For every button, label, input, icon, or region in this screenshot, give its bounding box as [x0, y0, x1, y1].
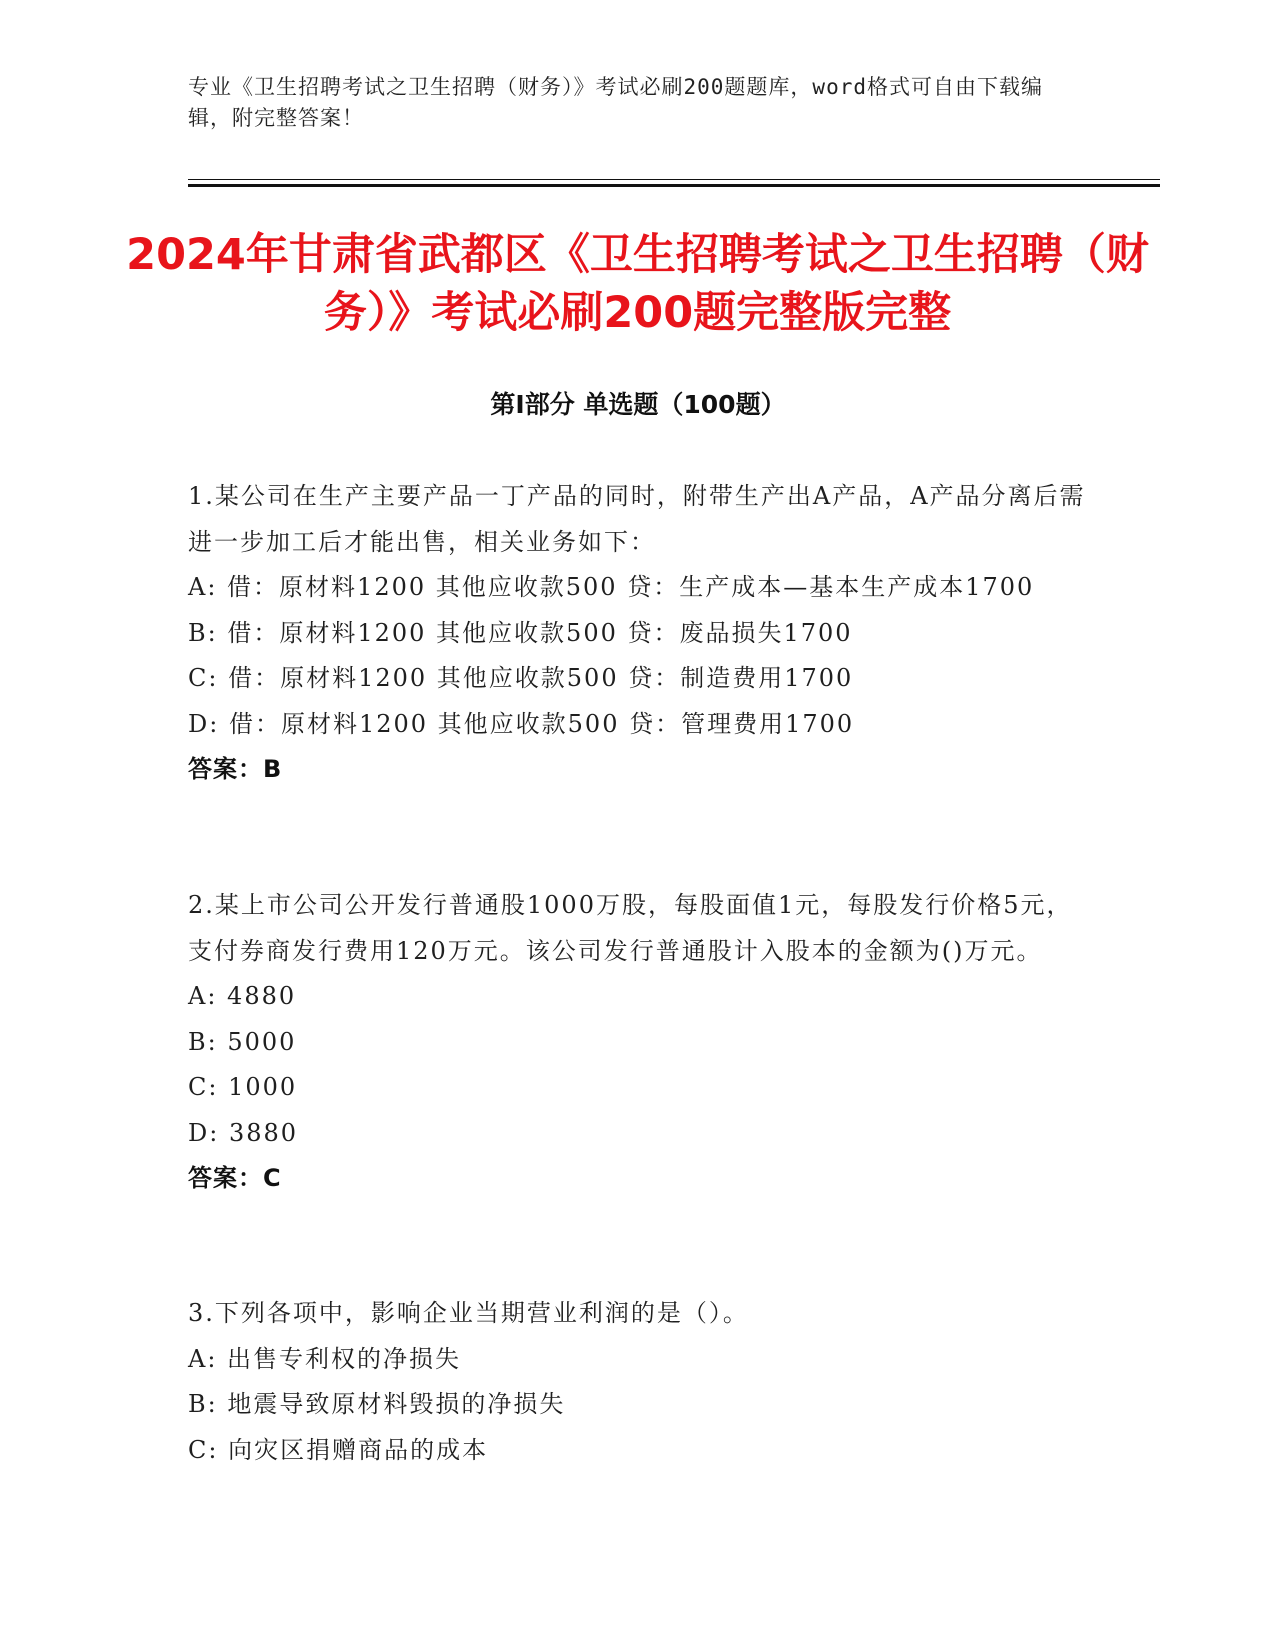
- section-heading: 第Ⅰ部分 单选题（100题）: [490, 390, 786, 419]
- intro-text: 专业《卫生招聘考试之卫生招聘（财务）》考试必刷200题题库，word格式可自由下载编辑，附完整答案！: [188, 75, 1043, 130]
- question-stem: 2.某上市公司公开发行普通股1000万股，每股面值1元，每股发行价格5元，支付券商发行费用120万元。该公司发行普通股计入股本的金额为()万元。: [188, 891, 1073, 965]
- option-d: D: 3880: [188, 1118, 299, 1147]
- header-divider-thick: [188, 184, 1160, 187]
- option-a: A: 借：原材料1200 其他应收款500 贷：生产成本—基本生产成本1700: [188, 573, 1035, 601]
- answer-label: 答案：B: [188, 755, 283, 783]
- question-1: [188, 474, 1088, 793]
- option-a: A: 出售专利权的净损失: [188, 1344, 462, 1373]
- option-b: B: 地震导致原材料毁损的净损失: [188, 1390, 566, 1418]
- header-divider-thin: [188, 179, 1160, 180]
- document-title: 2024年甘肃省武都区《卫生招聘考试之卫生招聘（财务）》考试必刷200题完整版完整: [126, 230, 1149, 338]
- question-stem: 1.某公司在生产主要产品一丁产品的同时，附带生产出A产品，A产品分离后需进一步加工后才能出售，相关业务如下：: [188, 482, 1086, 556]
- question-3: [188, 1291, 1088, 1473]
- option-c: C: 向灾区捐赠商品的成本: [188, 1435, 489, 1464]
- answer-label: 答案：C: [188, 1164, 282, 1192]
- option-b: B: 5000: [188, 1027, 297, 1056]
- option-c: C: 借：原材料1200 其他应收款500 贷：制造费用1700: [188, 664, 854, 692]
- question-2: [188, 883, 1088, 1202]
- question-stem: 3.下列各项中，影响企业当期营业利润的是（）。: [188, 1299, 749, 1327]
- option-c: C: 1000: [188, 1073, 298, 1101]
- option-d: D: 借：原材料1200 其他应收款500 贷：管理费用1700: [188, 709, 855, 738]
- option-b: B: 借：原材料1200 其他应收款500 贷：废品损失1700: [188, 618, 853, 647]
- option-a: A: 4880: [188, 982, 297, 1010]
